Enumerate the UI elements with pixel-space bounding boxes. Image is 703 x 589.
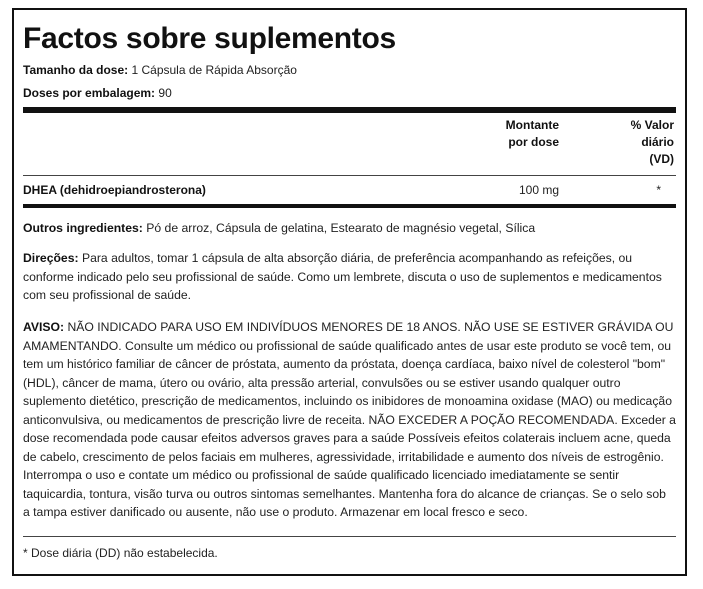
amount-header-line1: Montante — [505, 118, 559, 132]
servings-per-container-value: 90 — [158, 86, 172, 100]
panel-title: Factos sobre suplementos — [23, 22, 396, 55]
dv-header-line3: (VD) — [649, 152, 674, 166]
supplement-facts-panel — [12, 8, 687, 576]
ingredient-amount: 100 mg — [518, 183, 559, 197]
servings-per-container — [23, 86, 172, 100]
ingredient-dv: * — [656, 183, 661, 197]
amount-per-serving-header — [506, 117, 559, 151]
warning — [23, 318, 676, 522]
footnote: * Dose diária (DD) não estabelecida. — [23, 546, 218, 560]
ingredient-name: DHEA (dehidroepiandrosterona) — [23, 183, 206, 197]
serving-size — [23, 63, 297, 77]
other-ingredients-text: Pó de arroz, Cápsula de gelatina, Estearato de magnésio vegetal, Sílica — [146, 221, 536, 235]
warning-label: AVISO: — [23, 320, 65, 334]
amount-header-line2: por dose — [508, 135, 559, 149]
serving-size-value: 1 Cápsula de Rápida Absorção — [131, 63, 297, 77]
dv-header-line1: % Valor — [630, 118, 674, 132]
serving-size-label: Tamanho da dose: — [23, 63, 129, 77]
other-ingredients-label: Outros ingredientes: — [23, 221, 143, 235]
header-divider — [23, 175, 676, 176]
warning-text: NÃO INDICADO PARA USO EM INDIVÍDUOS MENORES DE 18 ANOS. NÃO USE SE ESTIVER GRÁVIDA OU AMAMENTANDO. Consulte um médico ou profissional de saúde qualificado antes de usar este produto se você tem, ou tem um histórico familiar de câncer de próstata, aumento da próstata, doença cardíaca, baixo nível de colesterol "bom" (HDL), câncer de mama, útero ou ovário, alta pressão arterial, convulsões ou se estiver usando qualquer outro suplemento dietético, prescrição de medicamentos, incluindo os inibidores de monoamina oxidase (MAO) ou medicação anticonvulsiva, ou medicamentos de prescrição livre de receita. NÃO EXCEDER A POÇÃO RECOMENDADA. Exceder a dose recomendada pode causar efeitos adversos graves para a saúde Possíveis efeitos colaterais incluem acne, queda de cabelo, crescimento de pelos faciais em mulheres, agressividade, irritabilidade e aumento dos níveis de estrogênio. Interrompa o uso e contate um médico ou profissional de saúde qualificado licenciado imediatamente se sentir taquicardia, tontura, visão turva ou outros sintomas semelhantes. Mantenha fora do alcance de crianças. Se o selo sob a tampa estiver danificado ou ausente, não use o produto. Armazenar em local fresco e seco. — [23, 320, 676, 519]
thick-divider-top — [23, 107, 676, 113]
directions-label: Direções: — [23, 251, 79, 265]
daily-value-header — [631, 117, 674, 168]
thick-divider-bottom — [23, 204, 676, 208]
directions — [23, 249, 676, 305]
directions-text: Para adultos, tomar 1 cápsula de alta absorção diária, de preferência acompanhando as refeições, ou conforme indicado pelo seu profissional de saúde. Como um lembrete, discuta o uso de suplementos e medicamentos com seu profissional de saúde. — [23, 251, 662, 302]
footnote-divider — [23, 536, 676, 537]
servings-per-container-label: Doses por embalagem: — [23, 86, 156, 100]
other-ingredients — [23, 219, 676, 238]
dv-header-line2: diário — [641, 135, 674, 149]
